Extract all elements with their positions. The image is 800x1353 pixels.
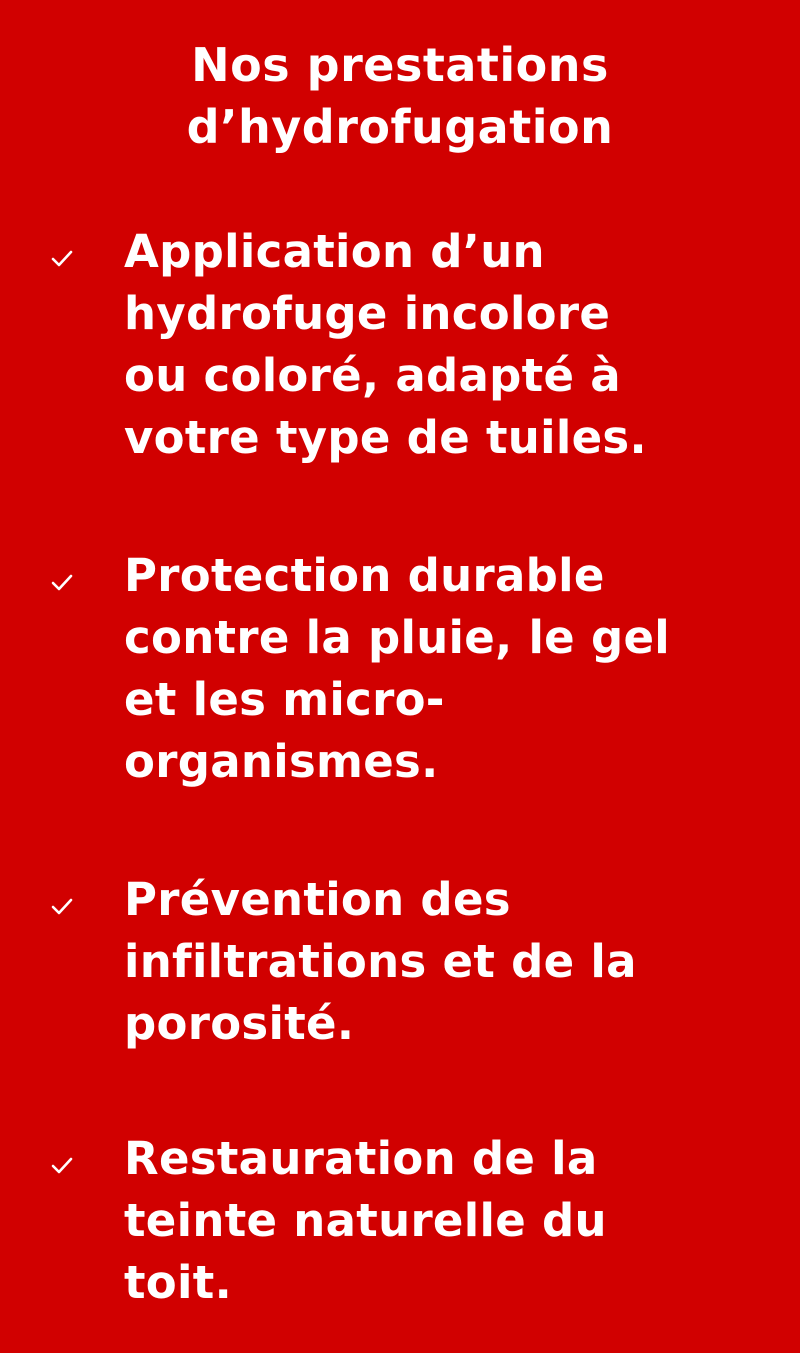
service-line: hydrofuge incolore xyxy=(124,287,611,340)
service-line: ou coloré, adapté à xyxy=(124,349,621,402)
service-item-text xyxy=(124,1128,784,1314)
section-title-line: Nos prestations xyxy=(191,38,609,92)
check-icon xyxy=(48,893,76,921)
service-line: et les micro- xyxy=(124,673,445,726)
service-line: porosité. xyxy=(124,997,355,1050)
check-icon xyxy=(48,1152,76,1180)
service-line: Restauration de la xyxy=(124,1132,598,1185)
section-title-line: d’hydrofugation xyxy=(186,100,614,154)
service-item-text xyxy=(124,221,784,469)
service-line: teinte naturelle du xyxy=(124,1194,607,1247)
service-line: contre la pluie, le gel xyxy=(124,611,671,664)
service-item-text xyxy=(124,545,784,793)
service-line: toit. xyxy=(124,1256,232,1309)
service-item-text xyxy=(124,869,784,1055)
section-title xyxy=(0,34,800,158)
service-line: Prévention des xyxy=(124,873,511,926)
check-icon xyxy=(48,245,76,273)
service-line: organismes. xyxy=(124,735,439,788)
service-line: votre type de tuiles. xyxy=(124,411,647,464)
service-line: Protection durable xyxy=(124,549,605,602)
service-line: infiltrations et de la xyxy=(124,935,637,988)
check-icon xyxy=(48,569,76,597)
service-line: Application d’un xyxy=(124,225,545,278)
